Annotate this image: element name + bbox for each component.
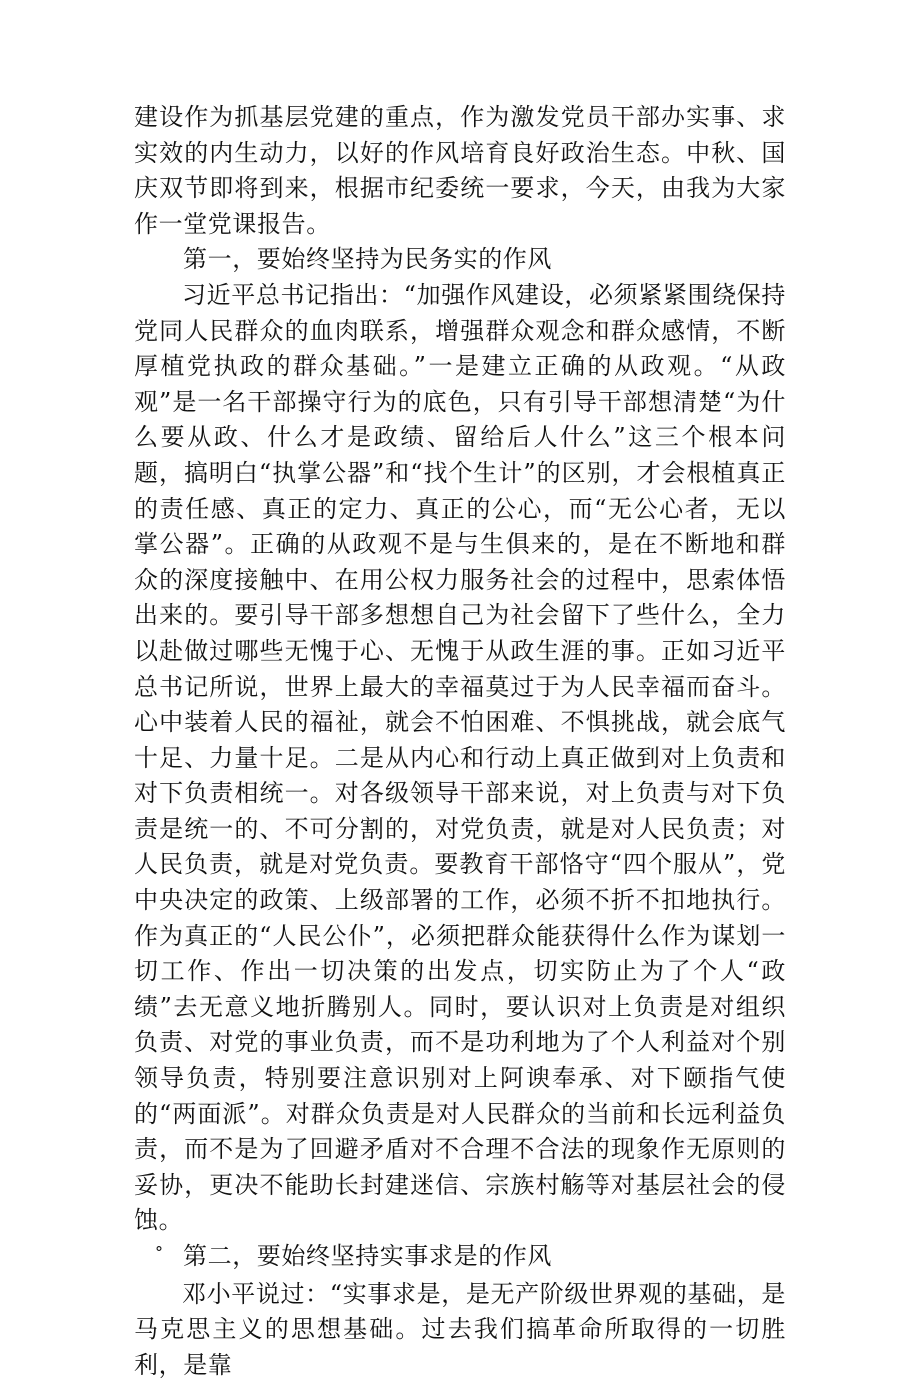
paragraph-section-one-body: 习近平总书记指出：“加强作风建设，必须紧紧围绕保持党同人民群众的血肉联系，增强群众观念和群众感情，不断厚植党执政的群众基础。”一是建立正确的从政观。“从政观”是一名干部操守行为的底色，只有引导干部想清楚“为什么要从政、什么才是政绩、留给后人什么”这三个根本问题，搞明白“执掌公器”和“找个生计”的区别，才会根植真正的责任感、真正的定力、真正的公心，而“无公心者，无以掌公器”。正确的从政观不是与生俱来的，是在不断地和群众的深度接触中、在用公权力服务社会的过程中，思索体悟出来的。要引导干部多想想自己为社会留下了些什么，全力以赴做过哪些无愧于心、无愧于从政生涯的事。正如习近平总书记所说，世界上最大的幸福莫过于为人民幸福而奋斗。心中装着人民的福祉，就会不怕困难、不惧挑战，就会底气十足、力量十足。二是从内心和行动上真正做到对上负责和对下负责相统一。对各级领导干部来说，对上负责与对下负责是统一的、不可分割的，对党负责，就是对人民负责；对人民负责，就是对党负责。要教育干部恪守“四个服从”，党中央决定的政策、上级部署的工作，必须不折不扣地执行。作为真正的“人民公仆”，必须把群众能获得什么作为谋划一切工作、作出一切决策的出发点，切实防止为了个人“政绩”去无意义地折腾别人。同时，要认识对上负责是对组织负责、对党的事业负责，而不是功利地为了个人利益对个别领导负责，特别要注意识别对上阿谀奉承、对下颐指气使的“两面派”。对群众负责是对人民群众的当前和长远利益负责，而不是为了回避矛盾对不合理不合法的现象作无原则的妥协，更决不能助长封建迷信、宗族村觞等对基层社会的侵蚀。 — [134, 280, 786, 1235]
document-page — [134, 100, 786, 1379]
section-heading-second-text: 第二，要始终坚持实事求是的作风 — [183, 1242, 552, 1270]
paragraph-section-two-body: 邓小平说过：“实事求是，是无产阶级世界观的基础，是马克思主义的思想基础。过去我们搞革命所取得的一切胜利，是靠 — [134, 1279, 786, 1379]
paragraph-intro-continuation: 建设作为抓基层党建的重点，作为激发党员干部办实事、求实效的内生动力，以好的作风培育良好政治生态。中秋、国庆双节即将到来，根据市纪委统一要求，今天，由我为大家作一堂党课报告。 — [134, 103, 786, 238]
section-heading-first — [134, 242, 786, 278]
section-heading-first-text: 第一，要始终坚持为民务实的作风 — [183, 245, 552, 274]
section-heading-second: ° 第二，要始终坚持实事求是的作风 — [155, 1242, 552, 1270]
